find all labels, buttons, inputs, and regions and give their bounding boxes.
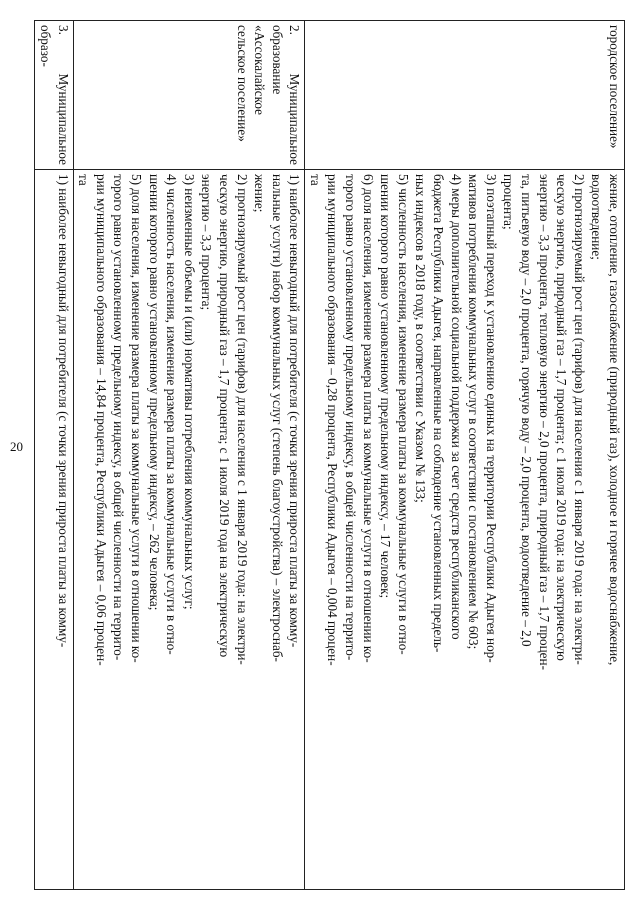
- text-line: жение;: [252, 174, 268, 213]
- rotated-document-page: [35, 20, 625, 890]
- text-line: та, питьевую воду – 2,0 процента, горячую воду – 2,0 процента, водоотведение – 2,0: [519, 174, 535, 647]
- text-line: процента;: [501, 174, 517, 230]
- text-line: рии муниципального образования – 0,28 процента, Республики Адыгея – 0,004 процен-: [325, 174, 341, 666]
- text-line: энергию – 3,3 процента, тепловую энергию – 2,0 процента, природный газ – 1,7 процен-: [536, 174, 552, 670]
- municipalities-table: [34, 20, 625, 890]
- text-line: нальные услуги) набор коммунальных услуг (степень благоустройства) – электроснаб-: [269, 174, 285, 662]
- text-line: 1) наиболее невыгодный для потребителя (с точки зрения прироста платы за комму-: [55, 174, 71, 648]
- text-line: 6) доля населения, изменение размера платы за коммунальные услуги в отношении ко-: [360, 174, 376, 663]
- text-line: 3) неизменные объемы и (или) нормативы потребления коммунальных услуг;: [181, 174, 197, 610]
- text-line: рии муниципального образования – 14,84 процента, Республики Адыгея – 0,06 процен-: [93, 174, 109, 666]
- text-line: 3) поэтапный переход к установлению единых на территории Республики Адыгея нор-: [483, 174, 499, 663]
- text-line: 1) наиболее невыгодный для потребителя (с точки зрения прироста платы за комму-: [287, 174, 303, 648]
- table-row: [305, 21, 625, 890]
- text-line: шении которого равно установленному предельному индексу, – 17 человек;: [378, 174, 394, 599]
- municipality-cell: городское поселение»: [305, 21, 625, 170]
- municipality-cell: 3. Муниципальное образо-: [35, 21, 73, 170]
- text-line: 2) прогнозируемый рост цен (тарифов) для населения с 1 января 2019 года: на электри-: [234, 174, 250, 665]
- text-line: жение, отопление, газоснабжение (природный газ), холодное и горячее водоснабжение,: [607, 174, 622, 666]
- text-line: 2) прогнозируемый рост цен (тарифов) для населения с 1 января 2019 года: на электри-: [571, 174, 587, 665]
- conditions-cell: [305, 170, 625, 890]
- text-line: та: [76, 174, 92, 186]
- text-line: 4) численность населения, изменение размера платы за коммунальные услуги в отно-: [164, 174, 180, 655]
- text-line: ных индексов в 2018 году, в соответствии с Указом № 133;: [413, 174, 429, 503]
- text-line: торого равно установленному предельному индексу, в общей численности на террито-: [343, 174, 359, 661]
- conditions-cell: [73, 170, 305, 890]
- text-line: мативов потребления коммунальных услуг в соответствии с постановлением № 603;: [466, 174, 482, 650]
- conditions-cell: [35, 170, 73, 890]
- text-line: та: [307, 174, 323, 186]
- text-line: 4) меры дополнительной социальной поддержки за счет средств республиканского: [448, 174, 464, 640]
- table-body: [35, 21, 625, 890]
- table-row: [73, 21, 305, 890]
- text-line: водоотведение;: [589, 174, 605, 260]
- table-row: [35, 21, 73, 890]
- municipality-cell: 2. Муниципальное образование «Ассокалайское сельское поселение»: [73, 21, 305, 170]
- text-line: шении которого равно установленному предельному индексу, – 262 человека;: [146, 174, 162, 611]
- page-number: 20: [10, 439, 23, 454]
- text-line: 5) численность населения, изменение размера платы за коммунальные услуги в отно-: [395, 174, 411, 655]
- text-line: энергию – 3,3 процента;: [199, 174, 215, 311]
- text-line: бюджета Республики Адыгея, направленные на соблюдение установленных предель-: [431, 174, 447, 653]
- text-line: 5) доля населения, изменение размера платы за коммунальные услуги в отношении ко-: [128, 174, 144, 663]
- text-line: торого равно установленному предельному индексу, в общей численности на террито-: [111, 174, 127, 661]
- text-line: ческую энергию, природный газ – 1,7 процента; с 1 июля 2019 года: на электрическую: [554, 174, 570, 661]
- text-line: ческую энергию, природный газ – 1,7 процента; с 1 июля 2019 года на электрическую: [216, 174, 232, 658]
